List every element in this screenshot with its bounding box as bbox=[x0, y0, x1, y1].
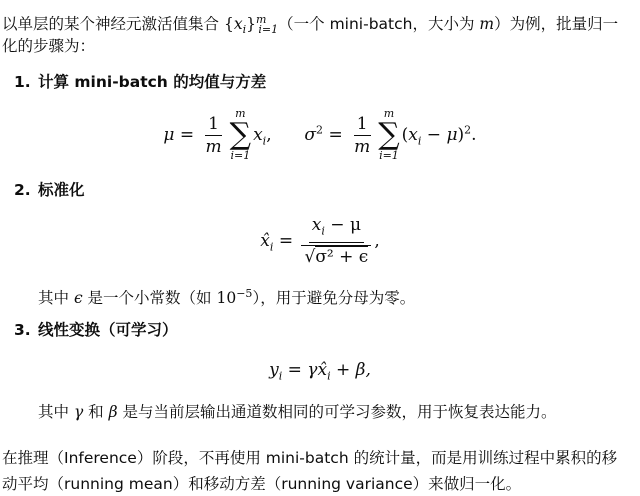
squared-deviation: $(x_i - \mu)^2$. bbox=[401, 123, 477, 148]
one-over-m-fraction: $\frac{1}{m}$ bbox=[205, 113, 222, 157]
intro-prefix: 以单层的某个神经元激活值集合 bbox=[2, 15, 224, 34]
sigma-squared: $\sigma^2$ bbox=[304, 123, 324, 145]
summation-2: m ∑ i=1 bbox=[378, 107, 400, 162]
ten-power: $10^{-5}$ bbox=[216, 287, 253, 308]
step-1-title: 计算 mini-batch 的均值与方差 bbox=[38, 73, 267, 91]
y-i: $y_i$ bbox=[269, 360, 283, 383]
normalize-fraction: $\frac{x_i - \mu}{\text{√σ² + ϵ}}$ bbox=[301, 214, 371, 268]
x-hat-i-2: $x̂_i$ bbox=[317, 360, 331, 383]
summation: m ∑ i=1 bbox=[229, 107, 252, 162]
normalize-equation bbox=[0, 214, 640, 268]
intro-middle: （一个 mini-batch，大小为 bbox=[278, 15, 480, 34]
set-sup: m bbox=[255, 13, 267, 26]
epsilon-symbol: ϵ bbox=[73, 289, 83, 308]
step-3-heading bbox=[14, 318, 178, 342]
inference-paragraph-line2: 动平均（running mean）和移动方差（running variance）来做归一化。 bbox=[2, 475, 522, 493]
set-sub: i=1 bbox=[258, 23, 279, 37]
linear-transform-equation bbox=[0, 358, 640, 388]
step-3-title: 线性变换（可学习） bbox=[38, 321, 178, 339]
intro-m-var: m bbox=[479, 15, 495, 34]
x-i-term: $x_i$ bbox=[253, 125, 267, 148]
step-2-heading bbox=[14, 178, 85, 202]
mean-variance-equation bbox=[0, 108, 640, 162]
set-notation: $\{x_i\}^m_{i=1}$ bbox=[223, 13, 279, 37]
step-2-title: 标准化 bbox=[38, 181, 85, 199]
gamma-term: = γ bbox=[282, 360, 318, 380]
step-1-number: 1. bbox=[14, 73, 31, 91]
one-over-m-fraction-2: $\frac{1}{m}$ bbox=[354, 113, 371, 157]
equals-sign-2: = bbox=[328, 125, 343, 145]
mu-symbol: μ bbox=[163, 125, 175, 145]
epsilon-note: 其中 ϵ 是一个小常数（如 $10^{-5}$），用于避免分母为零。 bbox=[38, 287, 416, 308]
x-hat-i: $x̂_i$ bbox=[260, 231, 274, 254]
equals-sign-3: = bbox=[278, 231, 294, 252]
beta-term: + β, bbox=[330, 360, 371, 380]
inference-paragraph-line1: 在推理（Inference）阶段，不再使用 mini-batch 的统计量，而是用训练过程中累积的移 bbox=[2, 449, 618, 467]
intro-suffix: ）为例，批量归一 bbox=[494, 15, 619, 34]
intro-line2: 化的步骤为： bbox=[2, 37, 96, 55]
comma-2: , bbox=[374, 231, 380, 252]
step-1-heading bbox=[14, 70, 266, 94]
gamma-beta-note: 其中 γ 和 β 是与当前层输出通道数相同的可学习参数，用于恢复表达能力。 bbox=[38, 403, 557, 421]
beta-symbol: β bbox=[108, 403, 118, 421]
gamma-symbol: γ bbox=[73, 403, 84, 421]
step-3-number: 3. bbox=[14, 321, 31, 339]
comma: , bbox=[266, 125, 272, 145]
equals-sign: = bbox=[179, 125, 195, 145]
step-2-number: 2. bbox=[14, 181, 31, 199]
